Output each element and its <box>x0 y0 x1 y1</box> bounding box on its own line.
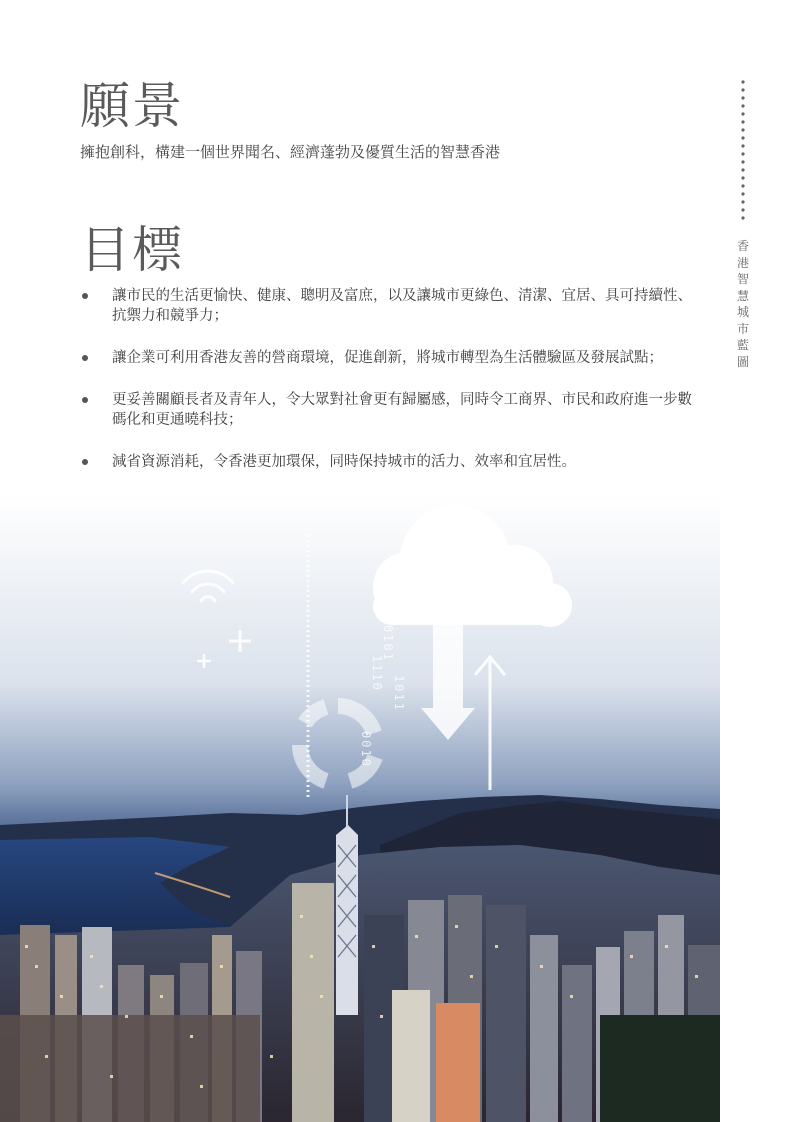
vision-title: 願景 <box>80 77 184 135</box>
binary-column-3: 0101 <box>381 625 395 662</box>
binary-column-1: 0010 <box>359 731 373 768</box>
goal-item-4: 減省資源消耗，令香港更加環保，同時保持城市的活力、效率和宜居性。 <box>80 452 695 472</box>
side-section-label: 香港智慧城市藍圖 <box>736 239 749 369</box>
city-skyline-illustration <box>0 495 720 1122</box>
goals-list <box>80 286 695 494</box>
binary-column-4: 1011 <box>392 675 406 712</box>
side-dotted-rule <box>740 78 746 223</box>
goal-item-1: 讓市民的生活更愉快、健康、聰明及富庶，以及讓城市更綠色、清潔、宜居、具可持續性、抗禦力和競爭力； <box>80 286 695 326</box>
goal-item-3: 更妥善關顧長者及青年人，令大眾對社會更有歸屬感，同時令工商界、市民和政府進一步數碼化和更通曉科技； <box>80 390 695 430</box>
goal-item-2: 讓企業可利用香港友善的營商環境，促進創新，將城市轉型為生活體驗區及發展試點； <box>80 348 695 368</box>
goals-title: 目標 <box>80 221 184 279</box>
vision-statement: 擁抱創科，構建一個世界聞名、經濟蓬勃及優質生活的智慧香港 <box>80 143 501 161</box>
binary-column-2: 1110 <box>370 655 384 692</box>
